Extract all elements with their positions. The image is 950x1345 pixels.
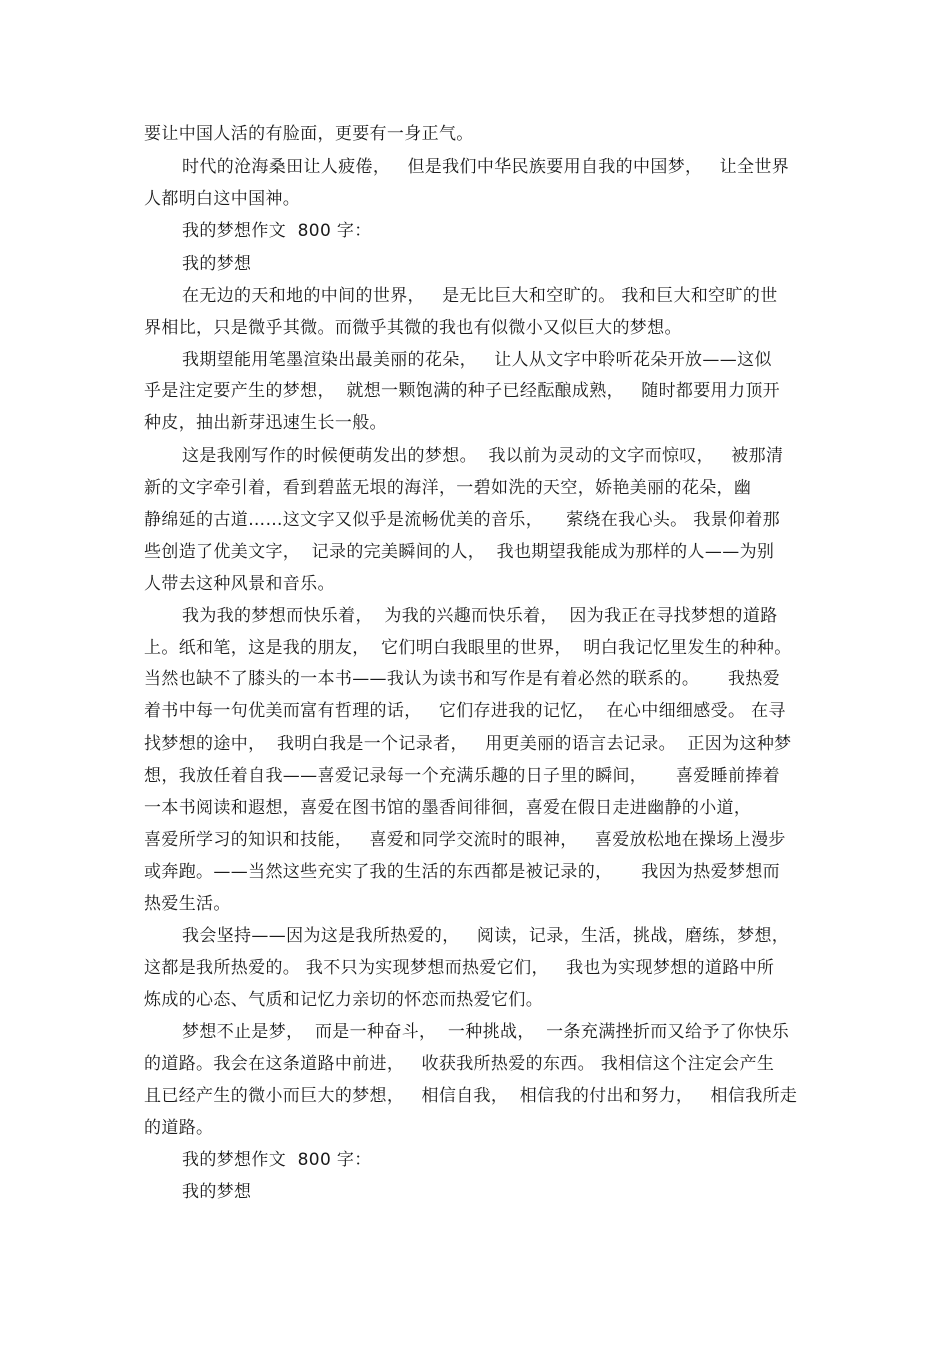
- text-line: 我期望能用笔墨渲染出最美丽的花朵， 让人从文字中聆听花朵开放——这似: [182, 350, 772, 370]
- text-line: 的道路。: [144, 1118, 214, 1138]
- text-line: 的道路。我会在这条道路中前进， 收获我所热爱的东西。 我相信这个注定会产生: [144, 1054, 775, 1074]
- text-line: 这是我刚写作的时候便萌发出的梦想。 我以前为灵动的文字而惊叹， 被那清: [182, 446, 784, 466]
- text-line: 界相比，只是微乎其微。而微乎其微的我也有似微小又似巨大的梦想。: [144, 318, 682, 338]
- text-line: 些创造了优美文字， 记录的完美瞬间的人， 我也期望我能成为那样的人——为别: [144, 542, 775, 562]
- text-line: 上。纸和笔，这是我的朋友， 它们明白我眼里的世界， 明白我记忆里发生的种种。: [144, 638, 792, 658]
- text-line: 当然也缺不了膝头的一本书——我认为读书和写作是有着必然的联系的。 我热爱: [144, 669, 781, 689]
- text-line: 炼成的心态、气质和记忆力亲切的怀恋而热爱它们。: [144, 990, 544, 1010]
- essay-title: 我的梦想: [182, 1182, 252, 1202]
- text-line: 要让中国人活的有脸面，更要有一身正气。: [144, 124, 474, 144]
- text-line: 我为我的梦想而快乐着， 为我的兴趣而快乐着， 因为我正在寻找梦想的道路: [182, 606, 778, 626]
- text-line: 梦想不止是梦， 而是一种奋斗， 一种挑战， 一条充满挫折而又给予了你快乐: [182, 1022, 790, 1042]
- text-line: 在无边的天和地的中间的世界， 是无比巨大和空旷的。 我和巨大和空旷的世: [182, 286, 778, 306]
- text-line: 种皮，抽出新芽迅速生长一般。: [144, 413, 387, 433]
- text-line: 乎是注定要产生的梦想， 就想一颗饱满的种子已经酝酿成熟， 随时都要用力顶开: [144, 381, 781, 401]
- text-line: 我会坚持——因为这是我所热爱的， 阅读，记录，生活，挑战，磨练，梦想，: [182, 926, 790, 946]
- text-line: 想，我放任着自我——喜爱记录每一个充满乐趣的日子里的瞬间， 喜爱睡前捧着: [144, 766, 781, 786]
- section-heading: 我的梦想作文 800 字：: [182, 1150, 372, 1170]
- text-line: 喜爱所学习的知识和技能， 喜爱和同学交流时的眼神， 喜爱放松地在操场上漫步: [144, 830, 786, 850]
- text-line: 静绵延的古道……这文字又似乎是流畅优美的音乐， 萦绕在我心头。 我景仰着那: [144, 510, 781, 530]
- section-heading: 我的梦想作文 800 字：: [182, 221, 372, 241]
- text-line: 且已经产生的微小而巨大的梦想， 相信自我， 相信我的付出和努力， 相信我所走: [144, 1086, 798, 1106]
- essay-title: 我的梦想: [182, 254, 252, 274]
- text-line: 人带去这种风景和音乐。: [144, 574, 335, 594]
- text-line: 找梦想的途中， 我明白我是一个记录者， 用更美丽的语言去记录。 正因为这种梦: [144, 734, 792, 754]
- text-line: 时代的沧海桑田让人疲倦， 但是我们中华民族要用自我的中国梦， 让全世界: [182, 157, 790, 177]
- text-line: 人都明白这中国神。: [144, 189, 301, 209]
- text-line: 一本书阅读和遐想，喜爱在图书馆的墨香间徘徊，喜爱在假日走进幽静的小道，: [144, 798, 752, 818]
- text-line: 新的文字牵引着，看到碧蓝无垠的海洋，一碧如洗的天空，娇艳美丽的花朵，幽: [144, 478, 752, 498]
- text-line: 这都是我所热爱的。 我不只为实现梦想而热爱它们， 我也为实现梦想的道路中所: [144, 958, 775, 978]
- text-line: 或奔跑。——当然这些充实了我的生活的东西都是被记录的， 我因为热爱梦想而: [144, 862, 781, 882]
- text-line: 着书中每一句优美而富有哲理的话， 它们存进我的记忆， 在心中细细感受。 在寻: [144, 701, 786, 721]
- text-line: 热爱生活。: [144, 894, 231, 914]
